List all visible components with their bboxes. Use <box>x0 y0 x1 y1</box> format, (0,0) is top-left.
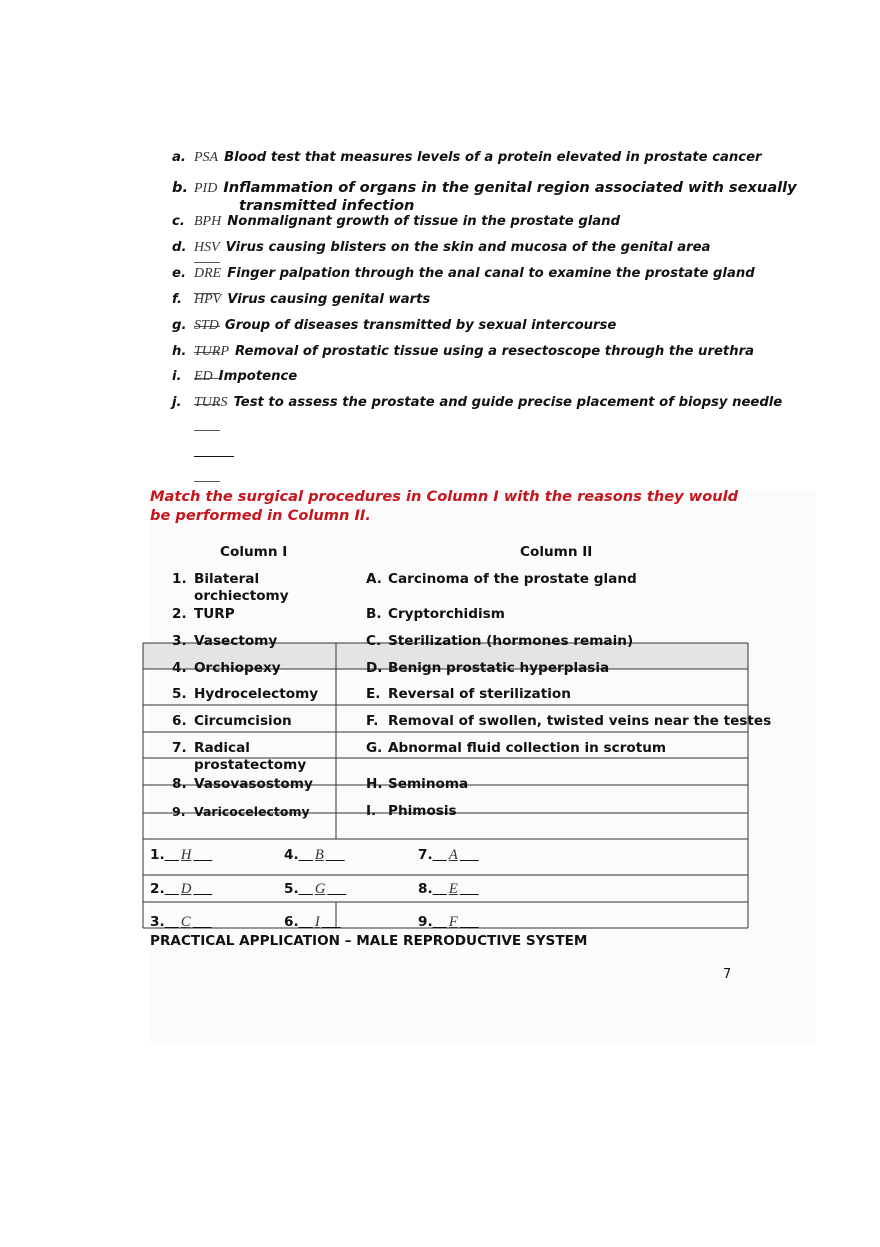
row-definition: Nonmalignant growth of tissue in the prostate gland <box>227 214 621 229</box>
item-letter: H. <box>366 776 383 792</box>
row-letter: g. <box>172 318 187 333</box>
item-number: 7. <box>172 740 187 756</box>
item-text: Sterilization (hormones remain) <box>388 633 634 649</box>
row-definition: Group of diseases transmitted by sexual intercourse <box>224 318 617 333</box>
row-definition: Virus causing blisters on the skin and mucosa of the genital area <box>225 240 711 255</box>
row-answer: ED <box>194 369 213 384</box>
column-ii-header: Column II <box>520 544 593 560</box>
answer-cell-3 <box>150 914 212 931</box>
answer-cell-5 <box>284 881 346 898</box>
item-text: TURP <box>194 606 235 622</box>
item-letter: E. <box>366 686 381 702</box>
answer-number: 1. <box>150 847 165 863</box>
row-answer: PSA <box>194 150 219 165</box>
column-i-item <box>172 776 313 793</box>
item-letter: B. <box>366 606 382 622</box>
item-text: Carcinoma of the prostate gland <box>388 571 637 587</box>
item-number: 4. <box>172 660 187 676</box>
item-text: Seminoma <box>388 776 469 792</box>
item-text: Radical <box>194 740 250 756</box>
column-ii-item <box>366 713 771 730</box>
item-text: Reversal of sterilization <box>388 686 571 702</box>
item-text: Vasectomy <box>194 633 278 649</box>
item-text: Bilateral <box>194 571 260 587</box>
item-number: 8. <box>172 776 187 792</box>
row-definition: Virus causing genital warts <box>227 292 431 307</box>
row-answer: HPV <box>194 292 222 307</box>
answer-number: 9. <box>418 914 433 930</box>
item-letter: C. <box>366 633 382 649</box>
answer-cell-4 <box>284 847 345 864</box>
answer-number: 5. <box>284 881 299 897</box>
column-i-item <box>172 606 235 623</box>
answer-cell-9 <box>418 914 479 931</box>
item-text-continuation: orchiectomy <box>194 588 289 604</box>
answer-number: 2. <box>150 881 165 897</box>
answer-number: 3. <box>150 914 165 930</box>
item-text: Orchiopexy <box>194 660 281 676</box>
footer-section-title: PRACTICAL APPLICATION – MALE REPRODUCTIVE SYSTEM <box>150 933 588 949</box>
item-text: Vasovasostomy <box>194 776 313 792</box>
answer-value: E <box>448 881 458 897</box>
item-letter: A. <box>366 571 382 587</box>
item-text: Phimosis <box>388 803 457 819</box>
column-i-header: Column I <box>220 544 288 560</box>
column-ii-item <box>366 803 457 820</box>
item-number: 9. <box>172 804 186 819</box>
column-i-item <box>172 660 281 677</box>
item-text: Benign prostatic hyperplasia <box>388 660 610 676</box>
column-i-item <box>172 713 292 730</box>
row-letter: b. <box>172 179 188 196</box>
page-number: 7 <box>723 967 732 982</box>
item-number: 6. <box>172 713 187 729</box>
column-ii-item <box>366 776 468 793</box>
item-text-continuation: prostatectomy <box>194 757 307 773</box>
row-definition: Removal of prostatic tissue using a resectoscope through the urethra <box>235 344 754 359</box>
item-letter: D. <box>366 660 383 676</box>
row-letter: d. <box>172 240 187 255</box>
row-answer: DRE <box>194 266 222 281</box>
row-letter: a. <box>172 150 186 165</box>
column-ii-item <box>366 633 633 650</box>
row-letter: j. <box>172 395 182 410</box>
column-ii-item <box>366 686 571 703</box>
row-answer: TURP <box>194 344 229 359</box>
row-definition: Test to assess the prostate and guide precise placement of biopsy needle <box>233 395 783 410</box>
item-text: Cryptorchidism <box>388 606 505 622</box>
item-letter: G. <box>366 740 383 756</box>
row-answer: BPH <box>194 214 222 229</box>
answer-number: 4. <box>284 847 299 863</box>
row-letter: f. <box>172 292 183 307</box>
column-i-item <box>172 803 310 820</box>
item-number: 2. <box>172 606 187 622</box>
answer-cell-2 <box>150 881 212 898</box>
column-i-item <box>172 740 306 774</box>
answer-value: C <box>180 914 191 930</box>
answer-value: G <box>314 881 326 897</box>
answer-value: D <box>180 881 192 897</box>
column-i-item <box>172 633 277 650</box>
matching-section-title: Match the surgical procedures in Column I with the reasons they would be performed in Column II. <box>150 488 739 524</box>
column-i-item <box>172 686 318 703</box>
column-ii-item <box>366 571 637 588</box>
row-answer: HSV <box>194 240 220 255</box>
row-answer: TURS <box>194 395 228 410</box>
item-text: Removal of swollen, twisted veins near the testes <box>388 713 772 729</box>
row-answer: STD <box>194 318 219 333</box>
item-text: Hydrocelectomy <box>194 686 319 702</box>
answer-number: 8. <box>418 881 433 897</box>
row-letter: c. <box>172 214 185 229</box>
column-ii-item <box>366 660 609 677</box>
item-text: Varicocelectomy <box>194 804 310 819</box>
row-letter: e. <box>172 266 186 281</box>
item-text: Circumcision <box>194 713 292 729</box>
item-number: 3. <box>172 633 187 649</box>
column-i-item <box>172 571 289 605</box>
answer-cell-1 <box>150 847 212 864</box>
answer-number: 7. <box>418 847 433 863</box>
answer-cell-8 <box>418 881 479 898</box>
answer-cell-6 <box>284 914 341 931</box>
row-definition: Impotence <box>218 369 298 384</box>
row-letter: h. <box>172 344 187 359</box>
answer-number: 6. <box>284 914 299 930</box>
item-number: 5. <box>172 686 187 702</box>
column-ii-item <box>366 740 666 757</box>
answer-value: A <box>448 847 458 863</box>
row-letter: i. <box>172 369 182 384</box>
row-definition-continuation: transmitted infection <box>239 197 415 214</box>
column-ii-item <box>366 606 505 623</box>
row-definition: Inflammation of organs in the genital region associated with sexually <box>223 179 797 196</box>
answer-value: B <box>314 847 324 863</box>
item-letter: I. <box>366 803 377 819</box>
answer-cell-7 <box>418 847 479 864</box>
item-number: 1. <box>172 571 187 587</box>
item-text: Abnormal fluid collection in scrotum <box>388 740 667 756</box>
answer-value: I <box>314 914 320 930</box>
item-letter: F. <box>366 713 379 729</box>
row-definition: Blood test that measures levels of a protein elevated in prostate cancer <box>224 150 762 165</box>
answer-value: F <box>448 914 458 930</box>
row-definition: Finger palpation through the anal canal to examine the prostate gland <box>227 266 755 281</box>
row-answer: PID <box>194 181 218 196</box>
answer-value: H <box>180 847 192 863</box>
